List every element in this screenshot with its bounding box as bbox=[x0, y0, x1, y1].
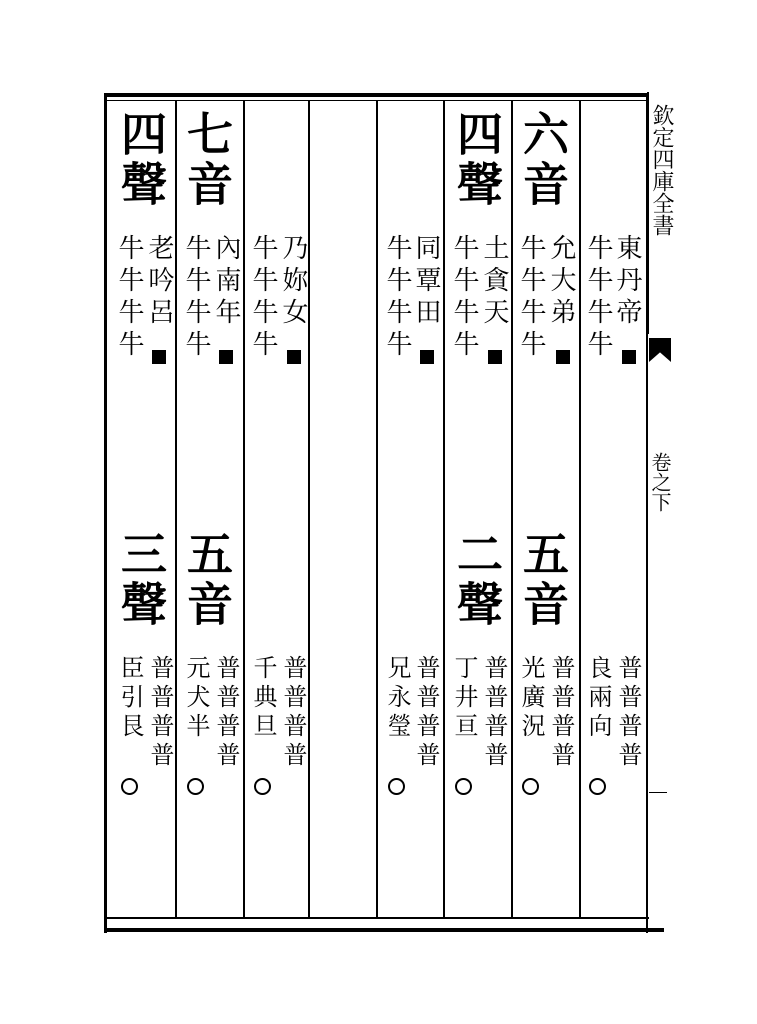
column-divider bbox=[376, 100, 378, 918]
circle-mark bbox=[522, 778, 539, 795]
label-liu-yin: 六音 bbox=[516, 110, 570, 210]
col-lower-text: 元犬半 bbox=[182, 655, 210, 742]
col-upper-text: 東丹帝 bbox=[612, 234, 642, 330]
square-mark bbox=[219, 350, 233, 364]
column-divider bbox=[443, 100, 445, 918]
col-lower-text: 牛牛牛牛 bbox=[181, 234, 211, 362]
circle-mark bbox=[455, 778, 472, 795]
square-mark bbox=[556, 350, 570, 364]
col-lower-text: 牛牛牛牛 bbox=[449, 234, 479, 362]
square-mark bbox=[622, 350, 636, 364]
col-lower-text: 牛牛牛牛 bbox=[583, 234, 613, 362]
col-upper-text: 普普普普 bbox=[412, 655, 440, 771]
col-upper-text: 普普普普 bbox=[212, 655, 240, 771]
col-lower-text: 兄永瑩 bbox=[383, 655, 411, 742]
col-lower-text: 光廣況 bbox=[517, 655, 545, 742]
margin-tick bbox=[649, 792, 667, 793]
col-upper-text: 普普普普 bbox=[480, 655, 508, 771]
square-mark bbox=[488, 350, 502, 364]
label-wu-yin-right: 五音 bbox=[516, 530, 570, 630]
fishtail-mark bbox=[649, 338, 671, 362]
column-divider bbox=[579, 100, 581, 918]
col-lower-text: 牛牛牛牛 bbox=[516, 234, 546, 362]
label-si-sheng-left: 四聲 bbox=[114, 110, 168, 210]
column-divider bbox=[243, 100, 245, 918]
col-lower-text: 良兩向 bbox=[584, 655, 612, 742]
frame-bottom-rule-thick bbox=[104, 928, 664, 932]
circle-mark bbox=[121, 778, 138, 795]
square-mark bbox=[152, 350, 166, 364]
col-upper-text: 普普普普 bbox=[146, 655, 174, 771]
circle-mark bbox=[388, 778, 405, 795]
label-er-sheng: 二聲 bbox=[450, 530, 504, 630]
col-lower-text: 牛牛牛牛 bbox=[248, 234, 278, 362]
circle-mark bbox=[254, 778, 271, 795]
col-upper-text: 內南年 bbox=[211, 234, 241, 330]
label-qi-yin: 七音 bbox=[180, 110, 234, 210]
col-upper-text: 土貪天 bbox=[479, 234, 509, 330]
column-divider bbox=[175, 100, 177, 918]
column-divider bbox=[308, 100, 310, 918]
col-lower-text: 丁井亘 bbox=[450, 655, 478, 742]
frame-top-rule bbox=[104, 93, 649, 97]
margin-book-title: 欽定四庫全書 bbox=[649, 104, 674, 236]
col-upper-text: 普普普普 bbox=[547, 655, 575, 771]
col-upper-text: 同覃田 bbox=[411, 234, 441, 330]
col-upper-text: 普普普普 bbox=[279, 655, 307, 771]
margin-chapter: 卷之下 bbox=[648, 452, 672, 512]
square-mark bbox=[420, 350, 434, 364]
col-lower-text: 臣引艮 bbox=[116, 655, 144, 742]
label-si-sheng-right: 四聲 bbox=[450, 110, 504, 210]
col-upper-text: 老吟呂 bbox=[144, 234, 174, 330]
col-lower-text: 千典旦 bbox=[249, 655, 277, 742]
label-wu-yin-left: 五音 bbox=[180, 530, 234, 630]
col-upper-text: 乃妳女 bbox=[278, 234, 308, 330]
circle-mark bbox=[589, 778, 606, 795]
label-san-sheng: 三聲 bbox=[114, 530, 168, 630]
column-divider bbox=[511, 100, 513, 918]
frame-left-rule bbox=[104, 93, 107, 933]
col-lower-text: 牛牛牛牛 bbox=[382, 234, 412, 362]
col-lower-text: 牛牛牛牛 bbox=[114, 234, 144, 362]
col-upper-text: 普普普普 bbox=[614, 655, 642, 771]
square-mark bbox=[287, 350, 301, 364]
col-upper-text: 允大弟 bbox=[546, 234, 576, 330]
circle-mark bbox=[187, 778, 204, 795]
